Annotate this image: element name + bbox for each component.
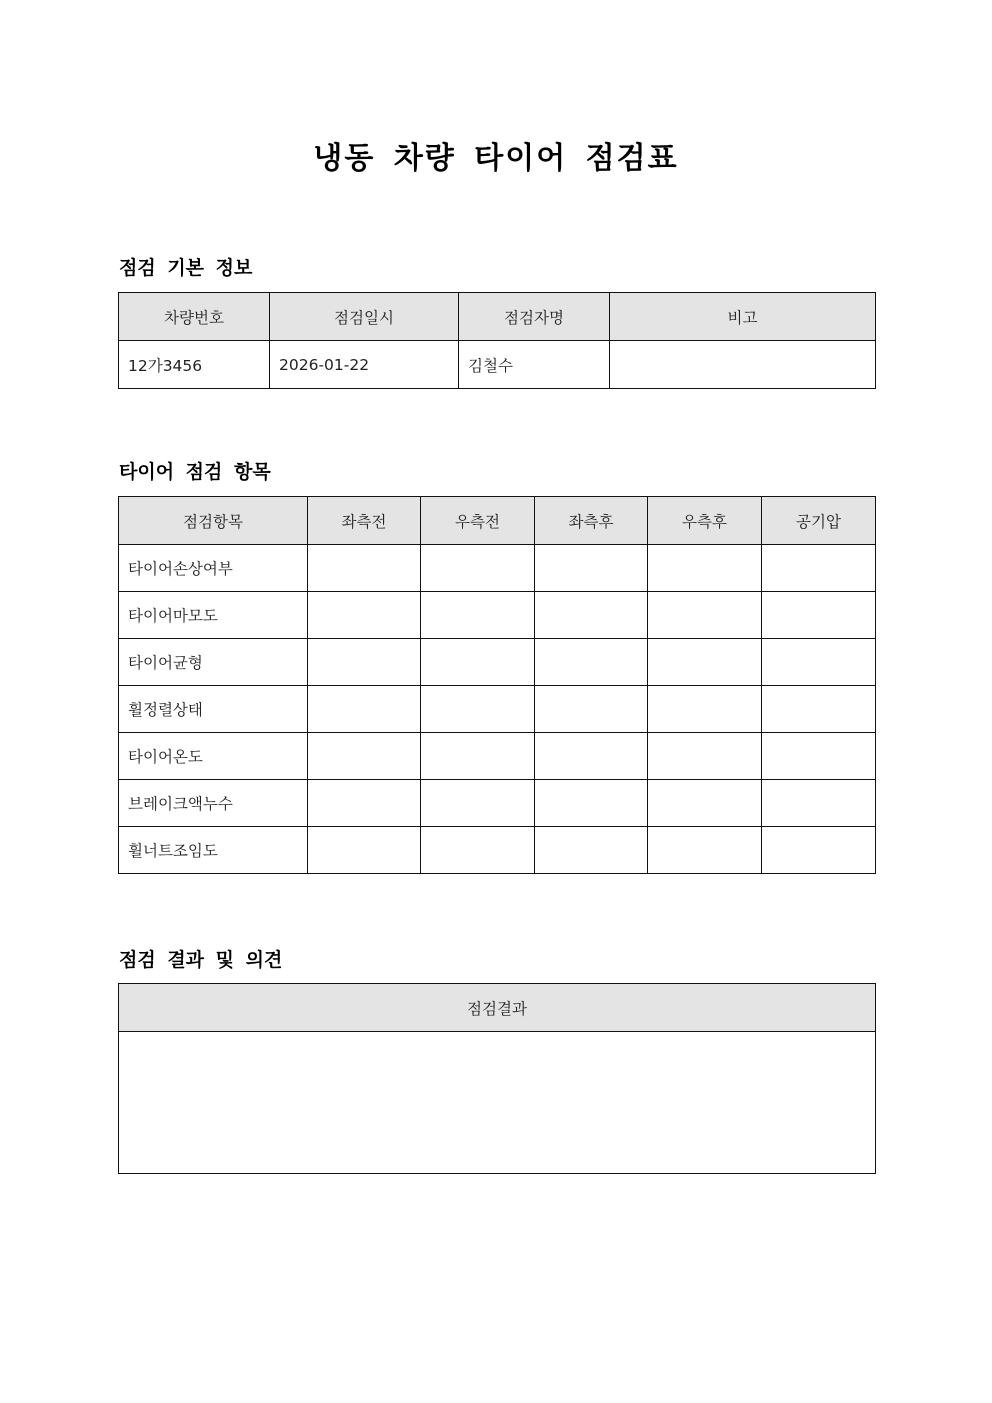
check-item-label: 타이어마모도	[119, 592, 308, 639]
cell-air-pressure[interactable]	[762, 780, 876, 827]
header-inspector-name: 점검자명	[459, 293, 610, 341]
cell-rear-left[interactable]	[535, 592, 648, 639]
table-row	[119, 639, 876, 686]
cell-air-pressure[interactable]	[762, 545, 876, 592]
cell-front-left[interactable]	[308, 686, 421, 733]
cell-remarks[interactable]	[610, 341, 876, 389]
document-title: 냉동 차량 타이어 점검표	[313, 141, 679, 176]
cell-rear-left[interactable]	[535, 686, 648, 733]
cell-air-pressure[interactable]	[762, 639, 876, 686]
cell-rear-left[interactable]	[535, 733, 648, 780]
cell-rear-right[interactable]	[648, 780, 762, 827]
basic-info-table	[118, 292, 876, 389]
cell-front-right[interactable]	[421, 733, 535, 780]
table-row	[119, 545, 876, 592]
cell-front-right[interactable]	[421, 827, 535, 874]
section-title-tire-check: 타이어 점검 항목	[119, 461, 271, 483]
header-rear-right: 우측후	[648, 497, 762, 545]
header-vehicle-number: 차량번호	[119, 293, 270, 341]
cell-rear-right[interactable]	[648, 639, 762, 686]
cell-air-pressure[interactable]	[762, 592, 876, 639]
cell-rear-right[interactable]	[648, 545, 762, 592]
table-row	[119, 686, 876, 733]
cell-rear-right[interactable]	[648, 686, 762, 733]
check-item-label: 브레이크액누수	[119, 780, 308, 827]
check-item-label: 휠정렬상태	[119, 686, 308, 733]
cell-inspection-date[interactable]: 2026-01-22	[270, 341, 459, 389]
cell-front-left[interactable]	[308, 827, 421, 874]
cell-front-right[interactable]	[421, 686, 535, 733]
header-remarks: 비고	[610, 293, 876, 341]
cell-front-right[interactable]	[421, 592, 535, 639]
header-check-item: 점검항목	[119, 497, 308, 545]
header-front-left: 좌측전	[308, 497, 421, 545]
tire-check-table	[118, 496, 876, 874]
table-row	[119, 592, 876, 639]
check-item-label: 타이어균형	[119, 639, 308, 686]
cell-air-pressure[interactable]	[762, 827, 876, 874]
cell-front-left[interactable]	[308, 592, 421, 639]
table-row	[119, 827, 876, 874]
header-rear-left: 좌측후	[535, 497, 648, 545]
cell-rear-right[interactable]	[648, 733, 762, 780]
cell-front-left[interactable]	[308, 780, 421, 827]
cell-front-left[interactable]	[308, 733, 421, 780]
section-title-result: 점검 결과 및 의견	[119, 949, 283, 971]
result-table	[118, 983, 876, 1174]
cell-front-left[interactable]	[308, 639, 421, 686]
cell-rear-left[interactable]	[535, 639, 648, 686]
cell-vehicle-number[interactable]: 12가3456	[119, 341, 270, 389]
cell-front-left[interactable]	[308, 545, 421, 592]
cell-air-pressure[interactable]	[762, 733, 876, 780]
cell-inspector-name[interactable]: 김철수	[459, 341, 610, 389]
cell-front-right[interactable]	[421, 780, 535, 827]
check-item-label: 타이어온도	[119, 733, 308, 780]
header-inspection-date: 점검일시	[270, 293, 459, 341]
cell-front-right[interactable]	[421, 639, 535, 686]
table-row	[119, 733, 876, 780]
section-title-basic-info: 점검 기본 정보	[119, 257, 253, 279]
cell-rear-left[interactable]	[535, 780, 648, 827]
check-item-label: 타이어손상여부	[119, 545, 308, 592]
cell-rear-right[interactable]	[648, 827, 762, 874]
result-content-field[interactable]	[119, 1032, 876, 1174]
cell-front-right[interactable]	[421, 545, 535, 592]
header-front-right: 우측전	[421, 497, 535, 545]
cell-rear-left[interactable]	[535, 827, 648, 874]
header-result: 점검결과	[119, 984, 876, 1032]
cell-air-pressure[interactable]	[762, 686, 876, 733]
check-item-label: 휠너트조임도	[119, 827, 308, 874]
header-air-pressure: 공기압	[762, 497, 876, 545]
cell-rear-right[interactable]	[648, 592, 762, 639]
cell-rear-left[interactable]	[535, 545, 648, 592]
table-row	[119, 780, 876, 827]
